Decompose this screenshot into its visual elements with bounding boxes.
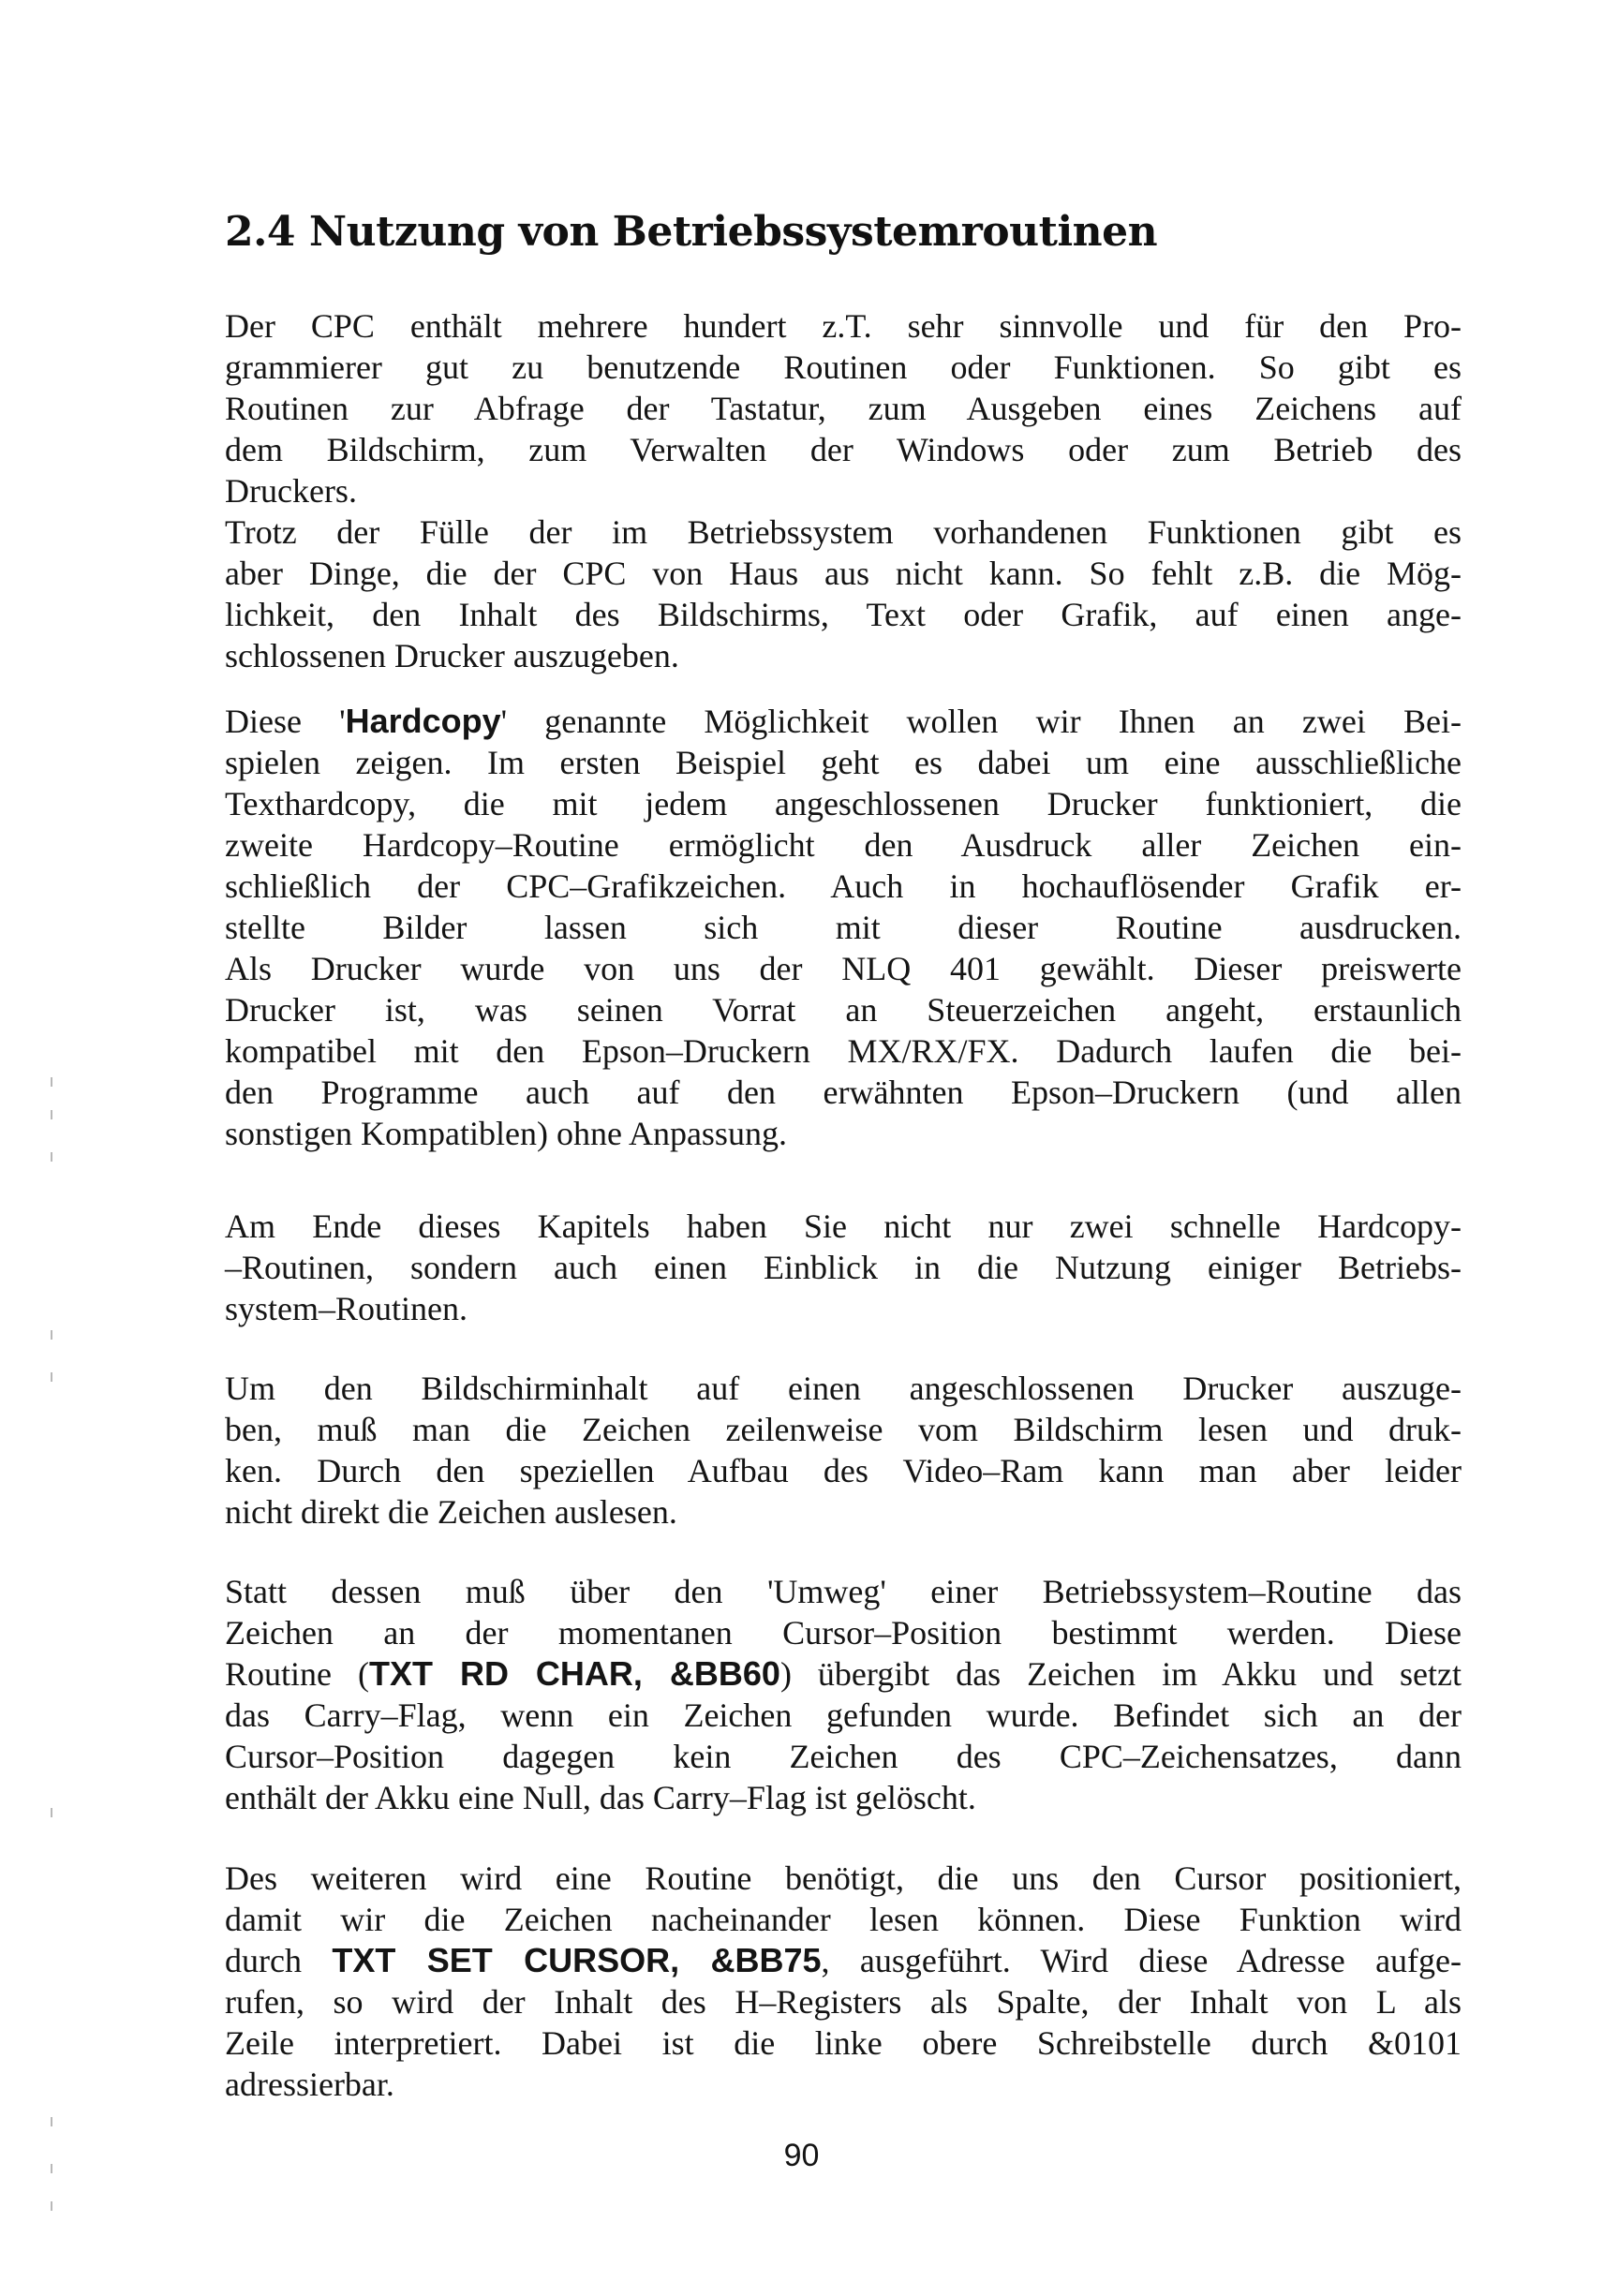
- text-line: [225, 907, 1462, 948]
- section-heading: 2.4 Nutzung von Betriebssystemroutinen: [225, 208, 1158, 256]
- margin-speck: [51, 1808, 52, 1817]
- text-line: [225, 783, 1462, 824]
- text-line: [225, 470, 1462, 511]
- text-line: [225, 2022, 1462, 2064]
- text-line: [225, 1409, 1462, 1450]
- margin-speck: [51, 1077, 52, 1087]
- text-segment: Druckers.: [225, 472, 357, 510]
- text-segment: nicht direkt die Zeichen auslesen.: [225, 1493, 677, 1531]
- text-segment: Der CPC enthält mehrere hundert z.T. sehr sinnvolle und für den Pro-: [225, 307, 1462, 345]
- text-line: [225, 594, 1462, 635]
- bold-term: TXT SET CURSOR, &BB75: [332, 1941, 822, 1979]
- text-segment: Routinen zur Abfrage der Tastatur, zum Ausgeben eines Zeichens auf: [225, 390, 1462, 427]
- text-segment: Drucker ist, was seinen Vorrat an Steuerzeichen angeht, erstaunlich: [225, 991, 1462, 1029]
- text-line: [225, 1695, 1462, 1736]
- margin-speck: [51, 2164, 52, 2173]
- text-line: [225, 1899, 1462, 1940]
- text-segment: aber Dinge, die der CPC von Haus aus nicht kann. So fehlt z.B. die Mög-: [225, 555, 1462, 592]
- text-segment: durch: [225, 1942, 333, 1979]
- text-line: [225, 1736, 1462, 1777]
- margin-speck: [51, 1110, 52, 1119]
- text-segment: dem Bildschirm, zum Verwalten der Windows oder zum Betrieb des: [225, 431, 1462, 468]
- text-segment: system–Routinen.: [225, 1290, 468, 1327]
- text-line: [225, 1368, 1462, 1409]
- text-segment: ' genannte Möglichkeit wollen wir Ihnen an zwei Bei-: [500, 703, 1462, 740]
- text-segment: Diese ': [225, 703, 346, 740]
- text-line: [225, 1653, 1462, 1695]
- text-segment: Texthardcopy, die mit jedem angeschlossenen Drucker funktioniert, die: [225, 785, 1462, 822]
- text-segment: –Routinen, sondern auch einen Einblick in die Nutzung einiger Betriebs-: [225, 1249, 1462, 1286]
- text-segment: Um den Bildschirminhalt auf einen angeschlossenen Drucker auszuge-: [225, 1370, 1462, 1407]
- text-segment: adressierbar.: [225, 2066, 394, 2103]
- text-segment: Am Ende dieses Kapitels haben Sie nicht nur zwei schnelle Hardcopy-: [225, 1207, 1462, 1245]
- text-segment: das Carry–Flag, wenn ein Zeichen gefunden wurde. Befindet sich an der: [225, 1696, 1462, 1734]
- text-segment: spielen zeigen. Im ersten Beispiel geht es dabei um eine ausschließliche: [225, 744, 1462, 781]
- text-segment: stellte Bilder lassen sich mit dieser Routine ausdrucken.: [225, 909, 1462, 946]
- bold-term: TXT RD CHAR, &BB60: [368, 1654, 780, 1693]
- text-segment: den Programme auch auf den erwähnten Epson–Druckern (und allen: [225, 1074, 1462, 1111]
- text-line: [225, 1571, 1462, 1612]
- margin-speck: [51, 1372, 52, 1382]
- text-line: [225, 1206, 1462, 1247]
- text-line: [225, 824, 1462, 866]
- text-line: [225, 1940, 1462, 1981]
- text-line: [225, 866, 1462, 907]
- text-line: [225, 1072, 1462, 1113]
- text-segment: damit wir die Zeichen nacheinander lesen können. Diese Funktion wird: [225, 1901, 1462, 1938]
- text-line: [225, 1030, 1462, 1072]
- text-line: [225, 305, 1462, 347]
- text-line: [225, 742, 1462, 783]
- text-segment: Als Drucker wurde von uns der NLQ 401 gewählt. Dieser preiswerte: [225, 950, 1462, 987]
- text-line: [225, 2064, 1462, 2105]
- text-line: [225, 347, 1462, 388]
- text-segment: enthält der Akku eine Null, das Carry–Flag ist gelöscht.: [225, 1779, 976, 1816]
- text-line: [225, 429, 1462, 470]
- text-line: [225, 1113, 1462, 1154]
- text-segment: ben, muß man die Zeichen zeilenweise vom Bildschirm lesen und druk-: [225, 1411, 1462, 1448]
- text-line: [225, 1491, 1462, 1533]
- text-line: [225, 989, 1462, 1030]
- text-segment: Zeile interpretiert. Dabei ist die linke obere Schreibstelle durch &0101: [225, 2024, 1462, 2062]
- text-segment: ken. Durch den speziellen Aufbau des Video–Ram kann man aber leider: [225, 1452, 1462, 1489]
- margin-speck: [51, 2201, 52, 2211]
- text-segment: kompatibel mit den Epson–Druckern MX/RX/FX. Dadurch laufen die bei-: [225, 1032, 1462, 1070]
- text-segment: schließlich der CPC–Grafikzeichen. Auch in hochauflösender Grafik er-: [225, 867, 1462, 905]
- text-line: [225, 511, 1462, 553]
- text-segment: Statt dessen muß über den 'Umweg' einer Betriebssystem–Routine das: [225, 1573, 1462, 1610]
- text-line: [225, 388, 1462, 429]
- bold-term: Hardcopy: [345, 702, 501, 740]
- text-segment: Zeichen an der momentanen Cursor–Position bestimmt werden. Diese: [225, 1614, 1462, 1652]
- margin-speck: [51, 1330, 52, 1340]
- text-line: [225, 1981, 1462, 2022]
- text-line: [225, 948, 1462, 989]
- text-line: [225, 635, 1462, 676]
- text-segment: ) übergibt das Zeichen im Akku und setzt: [779, 1655, 1462, 1693]
- text-segment: Cursor–Position dagegen kein Zeichen des CPC–Zeichensatzes, dann: [225, 1738, 1462, 1775]
- text-line: [225, 1858, 1462, 1899]
- text-segment: grammierer gut zu benutzende Routinen oder Funktionen. So gibt es: [225, 348, 1462, 386]
- page-number: 90: [783, 2138, 820, 2173]
- text-line: [225, 1450, 1462, 1491]
- text-line: [225, 553, 1462, 594]
- text-segment: lichkeit, den Inhalt des Bildschirms, Text oder Grafik, auf einen ange-: [225, 596, 1462, 633]
- text-line: [225, 1247, 1462, 1288]
- text-line: [225, 701, 1462, 742]
- margin-speck: [51, 2117, 52, 2126]
- text-segment: Routine (: [225, 1655, 369, 1693]
- text-line: [225, 1288, 1462, 1329]
- text-segment: Des weiteren wird eine Routine benötigt, die uns den Cursor positioniert,: [225, 1859, 1462, 1897]
- text-line: [225, 1777, 1462, 1818]
- text-segment: zweite Hardcopy–Routine ermöglicht den Ausdruck aller Zeichen ein-: [225, 826, 1462, 864]
- text-segment: , ausgeführt. Wird diese Adresse aufge-: [821, 1942, 1462, 1979]
- text-segment: schlossenen Drucker auszugeben.: [225, 637, 679, 674]
- text-segment: rufen, so wird der Inhalt des H–Registers als Spalte, der Inhalt von L als: [225, 1983, 1462, 2021]
- text-line: [225, 1612, 1462, 1653]
- text-segment: sonstigen Kompatiblen) ohne Anpassung.: [225, 1115, 787, 1152]
- margin-speck: [51, 1152, 52, 1162]
- text-segment: Trotz der Fülle der im Betriebssystem vorhandenen Funktionen gibt es: [225, 513, 1462, 551]
